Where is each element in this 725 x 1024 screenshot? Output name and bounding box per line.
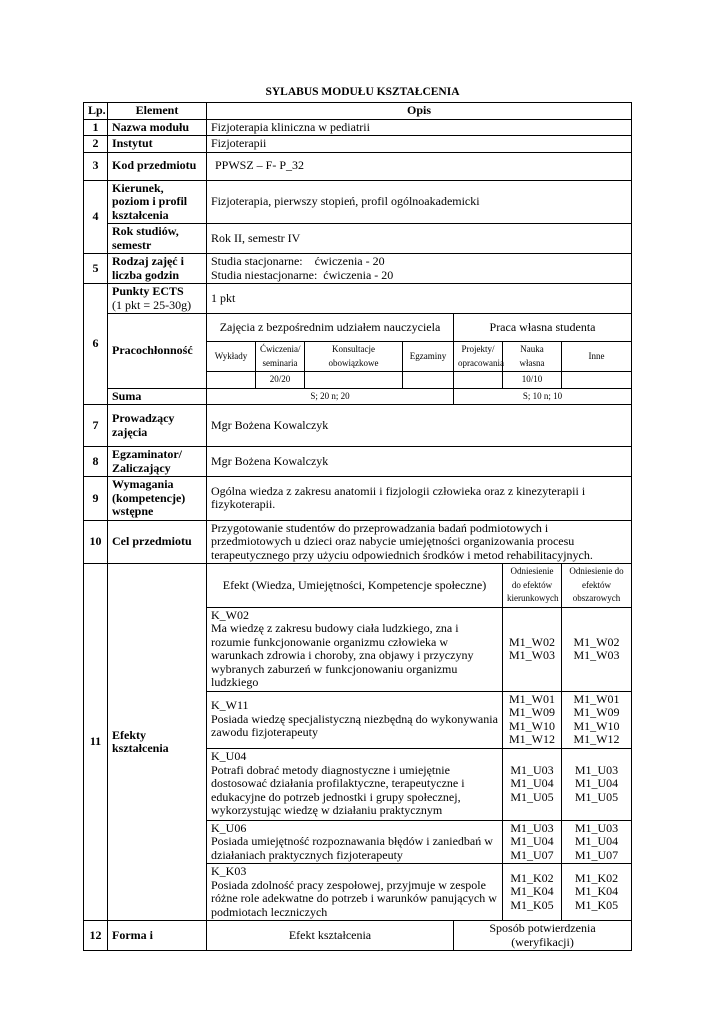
suma-value: S; 10 n; 10: [454, 388, 632, 405]
kier-ref: M1_W02 M1_W03: [503, 607, 562, 691]
kier-ref: M1_K02 M1_K04 M1_K05: [503, 864, 562, 921]
kier-ref: M1_W01 M1_W09 M1_W10 M1_W12: [503, 691, 562, 748]
group-header: Praca własna studenta: [454, 314, 632, 342]
row-11-header: [84, 564, 632, 608]
col-label: Ćwiczenia/ seminaria: [256, 342, 305, 372]
col-value: [403, 372, 454, 389]
efekt-text: Posiada wiedzę specjalistyczną niezbędną do wykonywania zawodu fizjoterapeuty: [211, 711, 498, 740]
value-cell: Fizjoterapia, pierwszy stopień, profil ogólnoakademicki: [207, 180, 632, 224]
efekt-desc: [207, 748, 503, 820]
element-cell: Wymagania (kompetencje) wstępne: [108, 477, 207, 521]
efekt-code: K_U04: [211, 749, 247, 764]
row-3: [84, 152, 632, 180]
element-cell: Rodzaj zajęć i liczba godzin: [108, 254, 207, 284]
efekt-code: K_W11: [211, 698, 249, 713]
lp-cell: 5: [84, 254, 108, 284]
lp-cell: 3: [84, 152, 108, 180]
lp-cell: 6: [84, 284, 108, 405]
header-element: Element: [108, 103, 207, 120]
lp-cell: 7: [84, 405, 108, 447]
element-cell: Instytut: [108, 136, 207, 153]
verification-col-header: Sposób potwierdzenia (weryfikacji): [454, 921, 632, 951]
efekt-desc: [207, 607, 503, 691]
value-cell: 1 pkt: [207, 284, 632, 314]
col-value: [454, 372, 503, 389]
efekt-code: K_U06: [211, 820, 247, 835]
element-cell: Prowadzący zajęcia: [108, 405, 207, 447]
efekt-text: Potrafi dobrać metody diagnostyczne i umiejętnie dostosować działania profilaktyczne, terapeutyczne i edukacyjne do potrzeb jednostki i grupy społecznej, wykorzystując wiedzę w działaniu praktycznym: [211, 762, 465, 818]
value-cell: Rok II, semestr IV: [207, 224, 632, 254]
value-cell: Przygotowanie studentów do przeprowadzania badań podmiotowych i przedmiotowych u dzieci oraz nabycie umiejętności organizowania procesu terapeutycznego przy użyciu odpowiednich środków i metod rehabilitacyjnych.: [207, 520, 632, 564]
row-2: [84, 136, 632, 153]
element-cell: Suma: [108, 388, 207, 405]
col-value: 10/10: [503, 372, 562, 389]
row-5: [84, 254, 632, 284]
col-value: [305, 372, 403, 389]
suma-value: S; 20 n; 20: [207, 388, 454, 405]
efekt-code: K_W02: [211, 607, 249, 622]
kier-header: Odniesienie do efektów kierunkowych: [503, 564, 562, 608]
syllabus-table: [83, 102, 632, 951]
ects-label: Punkty ECTS: [112, 284, 184, 298]
element-cell: Kierunek, poziom i profil kształcenia: [108, 180, 207, 224]
lp-cell: 8: [84, 447, 108, 477]
lp-cell: 11: [84, 564, 108, 921]
element-cell: Forma i: [108, 921, 207, 951]
obsz-ref: M1_W01 M1_W09 M1_W10 M1_W12: [562, 691, 632, 748]
row-4b: [84, 224, 632, 254]
row-6-ects: [84, 284, 632, 314]
element-cell: Cel przedmiotu: [108, 520, 207, 564]
group-header: Zajęcia z bezpośrednim udziałem nauczyciela: [207, 314, 454, 342]
kier-ref: M1_U03 M1_U04 M1_U07: [503, 820, 562, 864]
element-cell: Kod przedmiotu: [108, 152, 207, 180]
efekt-code: K_K03: [211, 864, 247, 878]
kier-ref: M1_U03 M1_U04 M1_U05: [503, 748, 562, 820]
value-cell: PPWSZ – F- P_32: [207, 152, 632, 180]
col-label: Konsultacje obowiązkowe: [305, 342, 403, 372]
col-label: Egzaminy: [403, 342, 454, 372]
efekt-col-header: Efekt kształcenia: [207, 921, 454, 951]
lp-cell: 12: [84, 921, 108, 951]
document-title: SYLABUS MODUŁU KSZTAŁCENIA: [265, 86, 460, 98]
element-cell: Efekty kształcenia: [108, 564, 207, 921]
element-cell: Egzaminator/ Zaliczający: [108, 447, 207, 477]
obsz-ref: M1_K02 M1_K04 M1_K05: [562, 864, 632, 921]
ects-note: (1 pkt = 25-30g): [112, 297, 192, 312]
col-value: 20/20: [256, 372, 305, 389]
efekt-desc: [207, 820, 503, 864]
element-cell: Rok studiów, semestr: [108, 224, 207, 254]
value-line: Studia stacjonarne: ćwiczenia - 20: [211, 254, 385, 268]
obsz-ref: M1_W02 M1_W03: [562, 607, 632, 691]
value-cell: Fizjoterapii: [207, 136, 632, 153]
row-6-groups: [84, 314, 632, 342]
lp-cell: 10: [84, 520, 108, 564]
header-lp: Lp.: [84, 103, 108, 120]
value-cell: Ogólna wiedza z zakresu anatomii i fizjologii człowieka oraz z kinezyterapii i fizykoterapii.: [207, 477, 632, 521]
efekt-text: Posiada umiejętność rozpoznawania błędów i zaniedbań w działaniach praktycznych fizjoterapeuty: [211, 834, 493, 862]
lp-cell: 4: [84, 180, 108, 254]
lp-cell: 2: [84, 136, 108, 153]
efekt-text: Posiada zdolność pracy zespołowej, przyjmuje w zespole różne role adekwatne do potrzeb i warunków panujących w podmiotach leczniczych: [211, 877, 497, 919]
value-cell: Fizjoterapia kliniczna w pediatrii: [207, 119, 632, 136]
header-opis: Opis: [207, 103, 632, 120]
lp-cell: 9: [84, 477, 108, 521]
element-cell: Pracochłonność: [108, 314, 207, 389]
row-9: [84, 477, 632, 521]
row-7: [84, 405, 632, 447]
col-value: [207, 372, 256, 389]
row-8: [84, 447, 632, 477]
row-10: [84, 520, 632, 564]
efekt-header: Efekt (Wiedza, Umiejętności, Kompetencje społeczne): [207, 564, 503, 608]
col-label: Wykłady: [207, 342, 256, 372]
row-4: [84, 180, 632, 224]
row-6-suma: [84, 388, 632, 405]
row-12: [84, 921, 632, 951]
value-cell: Mgr Bożena Kowalczyk: [207, 405, 632, 447]
row-1: [84, 119, 632, 136]
lp-cell: 1: [84, 119, 108, 136]
value-line: Studia niestacjonarne: ćwiczenia - 20: [211, 267, 394, 282]
element-cell: Nazwa modułu: [108, 119, 207, 136]
efekt-text: Ma wiedzę z zakresu budowy ciała ludzkiego, zna i rozumie funkcjonowanie organizmu człowieka w warunkach zdrowia i choroby, zna objawy i przyczyny wybranych zaburzeń w funkcjonowaniu organizmu ludzkiego: [211, 621, 474, 689]
obsz-ref: M1_U03 M1_U04 M1_U07: [562, 820, 632, 864]
efekt-desc: [207, 691, 503, 748]
col-label: Projekty/ opracowania: [454, 342, 503, 372]
value-cell: Mgr Bożena Kowalczyk: [207, 447, 632, 477]
value-cell: [207, 254, 632, 284]
element-cell: [108, 284, 207, 314]
col-value: [562, 372, 632, 389]
col-label: Inne: [562, 342, 632, 372]
obsz-ref: M1_U03 M1_U04 M1_U05: [562, 748, 632, 820]
col-label: Nauka własna: [503, 342, 562, 372]
efekt-desc: [207, 864, 503, 921]
obsz-header: Odniesienie do efektów obszarowych: [562, 564, 632, 608]
